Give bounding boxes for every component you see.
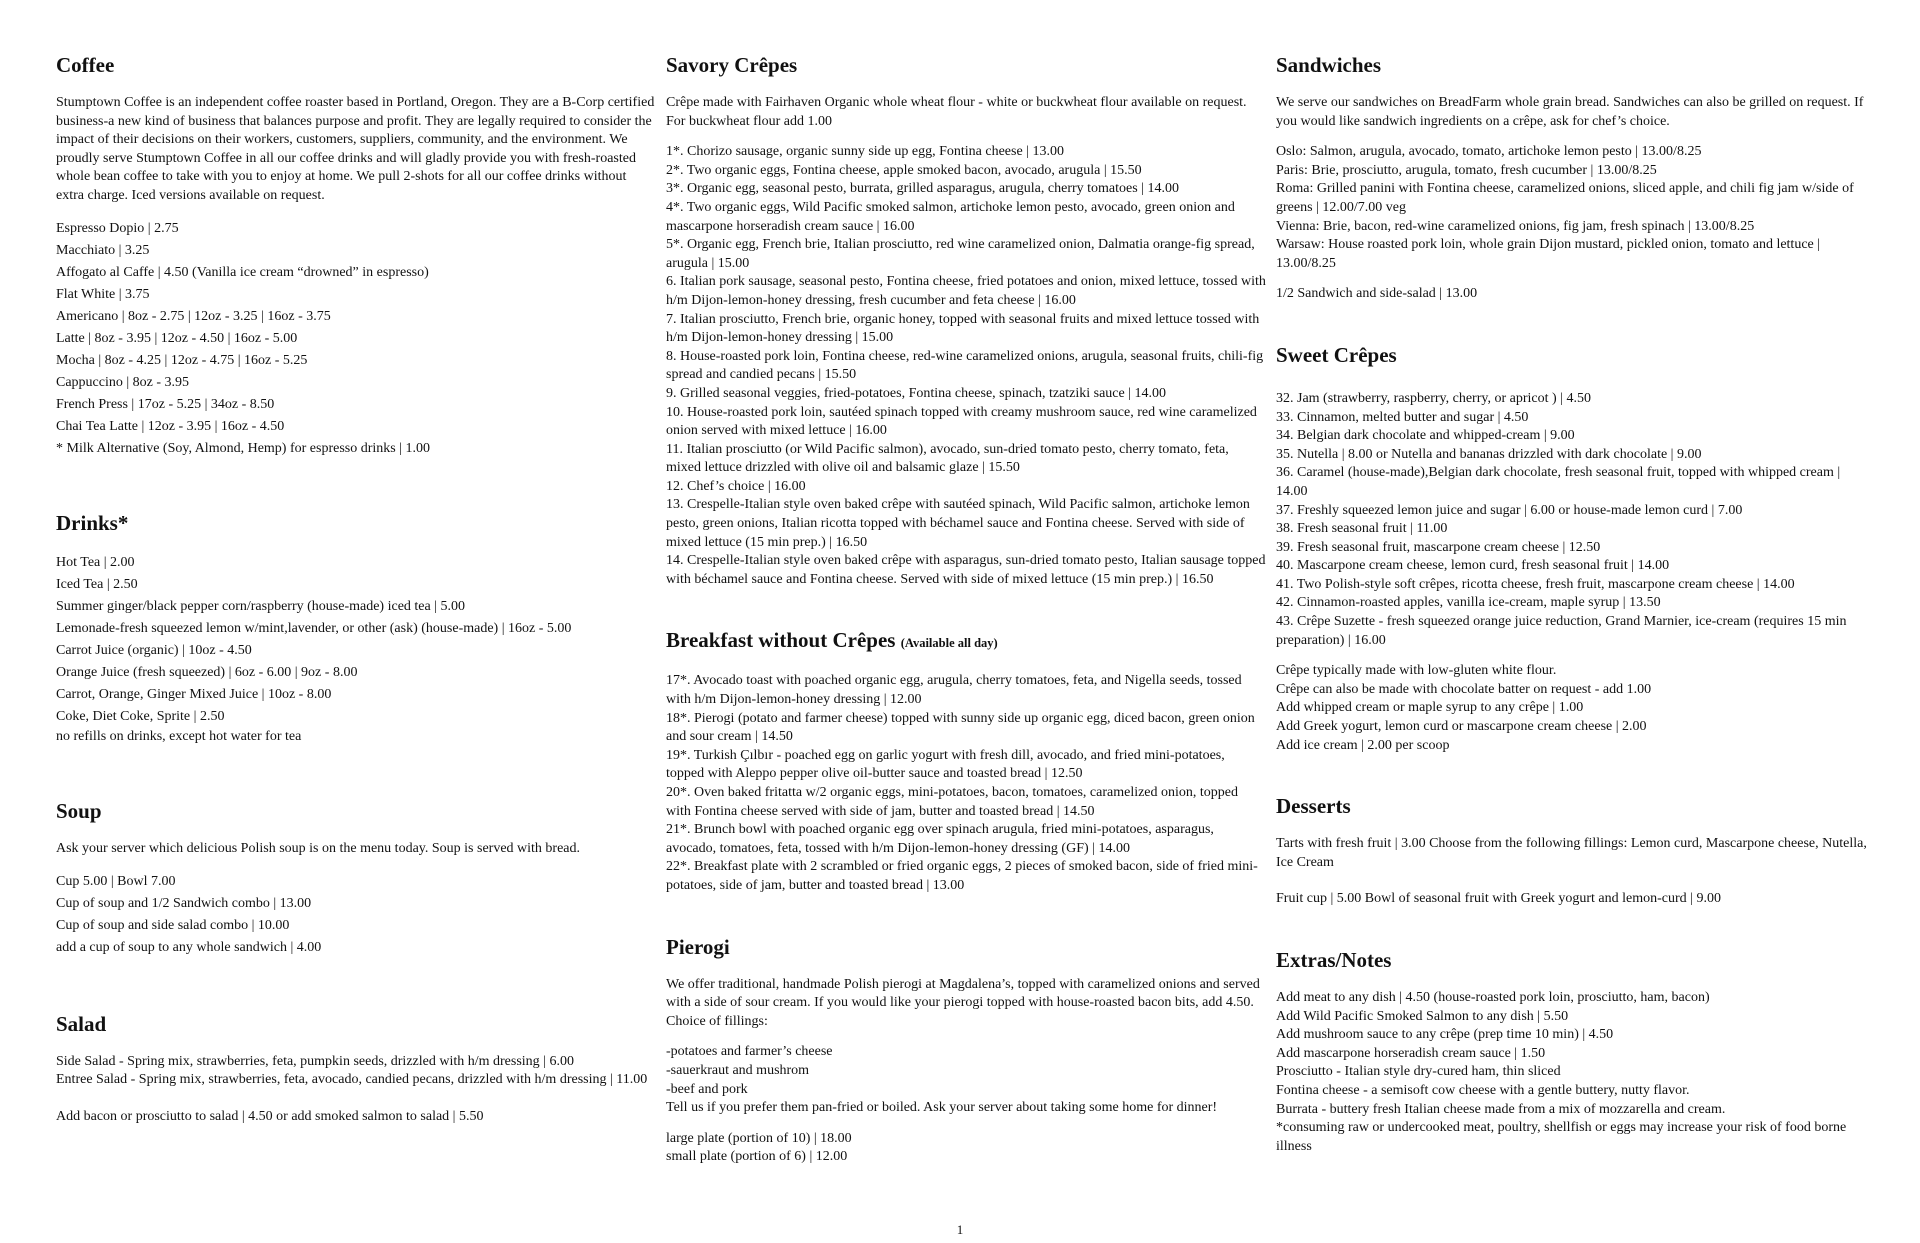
salad-heading: Salad [56, 1011, 107, 1036]
drinks-note: no refills on drinks, except hot water for tea [56, 728, 302, 744]
soup-item: Cup of soup and side salad combo | 10.00 [56, 917, 290, 933]
sandwiches-intro: We serve our sandwiches on BreadFarm whole grain bread. Sandwiches can also be grilled on request. If you would like sandwich ingredients on a crêpe, ask for chef’s choice. [1276, 95, 1864, 129]
desserts-tarts: Tarts with fresh fruit | 3.00 Choose from the following fillings: Lemon curd, Mascarpone cheese, Nutella, Ice Cream [1276, 836, 1867, 870]
breakfast-item: 18*. Pierogi (potato and farmer cheese) topped with sunny side up organic egg, diced bacon, green onion and sour cream | 14.50 [666, 710, 1255, 745]
extras-item: *consuming raw or undercooked meat, poultry, shellfish or eggs may increase your risk of food borne illness [1276, 1120, 1847, 1154]
extras-item: Add meat to any dish | 4.50 (house-roasted pork loin, prosciutto, ham, bacon) [1276, 990, 1710, 1005]
breakfast-subtitle: (Available all day) [900, 636, 998, 651]
sweet-crepe-item: 37. Freshly squeezed lemon juice and sugar | 6.00 or house-made lemon curd | 7.00 [1276, 502, 1743, 518]
extras-item: Fontina cheese - a semisoft cow cheese with a gentle buttery, nutty flavor. [1276, 1082, 1690, 1098]
breakfast-item: 19*. Turkish Çılbır - poached egg on garlic yogurt with fresh dill, avocado, and fried mini-potatoes, topped with Aleppo pepper olive oil-butter sauce and toasted bread | 12.50 [666, 747, 1225, 782]
extras-item: Add mushroom sauce to any crêpe (prep time 10 min) | 4.50 [1276, 1027, 1614, 1043]
savory-crepe-item: 1*. Chorizo sausage, organic sunny side up egg, Fontina cheese | 13.00 [666, 144, 1064, 160]
sweet-crepe-item: 38. Fresh seasonal fruit | 11.00 [1276, 521, 1448, 537]
coffee-item: Espresso Dopio | 2.75 [56, 220, 179, 236]
soup-list [56, 871, 656, 959]
savory-crepes-section [666, 52, 1266, 589]
savory-crepe-item: 4*. Two organic eggs, Wild Pacific smoked salmon, artichoke lemon pesto, avocado, green onion and mascarpone horseradish cream sauce | 16.00 [666, 199, 1235, 234]
sweet-crepes-list [1276, 390, 1872, 650]
breakfast-title: Breakfast without Crêpes [666, 628, 896, 653]
salad-list [56, 1053, 656, 1090]
drinks-item: Summer ginger/black pepper corn/raspberry (house-made) iced tea | 5.00 [56, 598, 466, 614]
coffee-item: Affogato al Caffe | 4.50 (Vanilla ice cream “drowned” in espresso) [56, 264, 429, 280]
breakfast-item: 20*. Oven baked fritatta w/2 organic eggs, mini-potatoes, bacon, tomatoes, caramelized onion, topped with Fontina cheese served with side of jam, butter and toasted bread | 14.50 [666, 785, 1239, 819]
soup-heading: Soup [56, 799, 102, 824]
sweet-crepe-note: Add Greek yogurt, lemon curd or mascarpone cream cheese | 2.00 [1276, 719, 1647, 735]
column-middle [666, 52, 1266, 1205]
breakfast-list [666, 672, 1266, 895]
drinks-item: Coke, Diet Coke, Sprite | 2.50 [56, 708, 225, 724]
coffee-item: Chai Tea Latte | 12oz - 3.95 | 16oz - 4.50 [56, 418, 285, 434]
breakfast-item: 17*. Avocado toast with poached organic egg, arugula, cherry tomatoes, feta, and Nigella seeds, tossed with h/m Dijon-lemon-honey dressing | 12.00 [666, 673, 1242, 708]
breakfast-item: 21*. Brunch bowl with poached organic egg over spinach arugula, fried mini-potatoes, asparagus, avocado, tomatoes, feta, tossed with h/m Dijon-lemon-honey dressing (GF) | 14.00 [666, 822, 1214, 856]
sandwich-item: Paris: Brie, prosciutto, arugula, tomato, fresh cucumber | 13.00/8.25 [1276, 162, 1657, 178]
coffee-item: Latte | 8oz - 3.95 | 12oz - 4.50 | 16oz - 5.00 [56, 330, 298, 346]
sweet-crepe-item: 39. Fresh seasonal fruit, mascarpone cream cheese | 12.50 [1276, 539, 1601, 555]
coffee-item: Mocha | 8oz - 4.25 | 12oz - 4.75 | 16oz - 5.25 [56, 352, 308, 368]
coffee-item: Macchiato | 3.25 [56, 242, 150, 258]
savory-crepe-item: 6. Italian pork sausage, seasonal pesto, Fontina cheese, fried potatoes and onion, mixed lettuce, tossed with h/m Dijon-lemon-honey dressing, fresh cucumber and feta cheese | 16.00 [666, 274, 1266, 308]
coffee-item: Cappuccino | 8oz - 3.95 [56, 374, 190, 390]
desserts-section [1276, 793, 1872, 909]
drinks-item: Carrot Juice (organic) | 10oz - 4.50 [56, 642, 252, 658]
savory-crepe-item: 10. House-roasted pork loin, sautéed spinach topped with creamy mushroom sauce, red wine caramelized onion served with mixed lettuce | 16.00 [666, 404, 1257, 439]
coffee-item: Americano | 8oz - 2.75 | 12oz - 3.25 | 16oz - 3.75 [56, 308, 331, 324]
sandwich-item: Vienna: Brie, bacon, red-wine caramelized onions, fig jam, fresh spinach | 13.00/8.25 [1276, 218, 1755, 234]
pierogi-note: Tell us if you prefer them pan-fried or boiled. Ask your server about taking some home for dinner! [666, 1100, 1218, 1116]
sweet-crepe-item: 33. Cinnamon, melted butter and sugar | 4.50 [1276, 409, 1529, 425]
pierogi-filling: -sauerkraut and mushrom [666, 1062, 810, 1078]
drinks-item: Iced Tea | 2.50 [56, 576, 138, 592]
breakfast-heading [666, 627, 1266, 656]
sandwiches-section [1276, 52, 1872, 304]
sandwich-item: Roma: Grilled panini with Fontina cheese, caramelized onions, sliced apple, and chili fig jam w/side of greens | 12.00/7.00 veg [1276, 181, 1854, 215]
desserts-heading: Desserts [1276, 794, 1351, 819]
savory-crepe-item: 11. Italian prosciutto (or Wild Pacific salmon), avocado, sun-dried tomato pesto, cherry tomato, feta, mixed lettuce drizzled with olive oil and balsamic glaze | 15.50 [666, 441, 1229, 476]
column-right [1276, 52, 1872, 1194]
extras-list [1276, 989, 1872, 1156]
coffee-item: * Milk Alternative (Soy, Almond, Hemp) for espresso drinks | 1.00 [56, 440, 431, 456]
savory-crepe-item: 3*. Organic egg, seasonal pesto, burrata, grilled asparagus, arugula, cherry tomatoes | 14.00 [666, 181, 1179, 197]
extras-section [1276, 947, 1872, 1156]
pierogi-sizes [666, 1130, 1266, 1167]
soup-item: add a cup of soup to any whole sandwich | 4.00 [56, 939, 322, 955]
sandwich-item: Warsaw: House roasted pork loin, whole grain Dijon mustard, pickled onion, tomato and lettuce | 13.00/8.25 [1276, 237, 1821, 271]
sweet-crepe-note: Crêpe typically made with low-gluten white flour. [1276, 663, 1557, 679]
extras-heading: Extras/Notes [1276, 948, 1392, 972]
sandwiches-heading: Sandwiches [1276, 53, 1382, 77]
drinks-list [56, 552, 656, 728]
sweet-crepe-item: 43. Crêpe Suzette - fresh squeezed orange juice reduction, Grand Marnier, ice-cream (requires 15 min preparation) | 16.00 [1276, 614, 1847, 648]
savory-crepe-item: 8. House-roasted pork loin, Fontina cheese, red-wine caramelized onions, arugula, seasonal fruits, chili-fig spread and candied pecans | 15.50 [666, 348, 1264, 383]
desserts-fruit-cup: Fruit cup | 5.00 Bowl of seasonal fruit with Greek yogurt and lemon-curd | 9.00 [1276, 891, 1721, 907]
savory-crepes-list [666, 143, 1266, 589]
half-sandwich-combo: 1/2 Sandwich and side-salad | 13.00 [1276, 286, 1478, 302]
savory-crepe-item: 5*. Organic egg, French brie, Italian prosciutto, red wine caramelized onion, Dalmatia orange-fig spread, arugula | 15.00 [666, 237, 1255, 271]
salad-section [56, 1011, 656, 1127]
pierogi-heading: Pierogi [666, 934, 730, 959]
salad-item: Side Salad - Spring mix, strawberries, feta, pumpkin seeds, drizzled with h/m dressing | 6.00 [56, 1053, 574, 1069]
sweet-crepe-note: Add whipped cream or maple syrup to any crêpe | 1.00 [1276, 700, 1584, 716]
drinks-item: Lemonade-fresh squeezed lemon w/mint,lavender, or other (ask) (house-made) | 16oz - 5.00 [56, 620, 572, 636]
savory-crepe-item: 12. Chef’s choice | 16.00 [666, 478, 806, 494]
breakfast-section [666, 627, 1266, 895]
extras-item: Add mascarpone horseradish cream sauce | 1.50 [1276, 1045, 1546, 1061]
sweet-crepe-item: 34. Belgian dark chocolate and whipped-cream | 9.00 [1276, 428, 1575, 444]
savory-crepe-item: 13. Crespelle-Italian style oven baked crêpe with sautéed spinach, Wild Pacific salmon, artichoke lemon pesto, green onions, Italian ricotta topped with béchamel sauce and Fontina cheese. Served with side of mixed lettuce (15 min prep.) | 16.50 [666, 497, 1250, 550]
drinks-section [56, 510, 656, 747]
coffee-section [56, 52, 656, 460]
sweet-crepe-item: 42. Cinnamon-roasted apples, vanilla ice-cream, maple syrup | 13.50 [1276, 595, 1661, 611]
sweet-crepe-item: 35. Nutella | 8.00 or Nutella and bananas drizzled with dark chocolate | 9.00 [1276, 446, 1702, 462]
drinks-item: Orange Juice (fresh squeezed) | 6oz - 6.00 | 9oz - 8.00 [56, 664, 358, 680]
sweet-crepe-item: 36. Caramel (house-made),Belgian dark chocolate, fresh seasonal fruit, topped with whipped cream | 14.00 [1276, 465, 1841, 499]
sweet-crepe-item: 41. Two Polish-style soft crêpes, ricotta cheese, fresh fruit, mascarpone cream cheese | 14.00 [1276, 576, 1795, 592]
savory-crepe-item: 14. Crespelle-Italian style oven baked crêpe with asparagus, sun-dried tomato pesto, Italian sausage topped with béchamel sauce and Fontina cheese. Served with side of mixed lettuce (15 min prep.) | 16.50 [666, 553, 1266, 587]
drinks-heading: Drinks* [56, 510, 129, 535]
sweet-crepe-item: 32. Jam (strawberry, raspberry, cherry, or apricot ) | 4.50 [1276, 390, 1591, 406]
savory-crepe-item: 7. Italian prosciutto, French brie, organic honey, topped with seasonal fruits and mixed lettuce tossed with h/m Dijon-lemon-honey dressing | 15.00 [666, 311, 1260, 346]
sandwich-item: Oslo: Salmon, arugula, avocado, tomato, artichoke lemon pesto | 13.00/8.25 [1276, 144, 1702, 160]
soup-section [56, 798, 656, 959]
pierogi-section [666, 934, 1266, 1167]
sweet-crepes-section [1276, 342, 1872, 755]
coffee-list [56, 218, 656, 460]
sweet-crepes-heading: Sweet Crêpes [1276, 342, 1397, 367]
sweet-crepe-item: 40. Mascarpone cream cheese, lemon curd, fresh seasonal fruit | 14.00 [1276, 558, 1670, 574]
soup-item: Cup of soup and 1/2 Sandwich combo | 13.00 [56, 895, 312, 911]
salad-item: Entree Salad - Spring mix, strawberries, feta, avocado, candied pecans, drizzled with h/m dressing | 11.00 [56, 1072, 648, 1088]
column-left [56, 52, 656, 1165]
coffee-heading: Coffee [56, 53, 115, 77]
coffee-item: Flat White | 3.75 [56, 286, 150, 302]
coffee-item: French Press | 17oz - 5.25 | 34oz - 8.50 [56, 396, 275, 412]
pierogi-size: large plate (portion of 10) | 18.00 [666, 1130, 852, 1146]
sweet-crepe-note: Add ice cream | 2.00 per scoop [1276, 737, 1450, 753]
sweet-crepes-notes [1276, 662, 1872, 755]
soup-intro: Ask your server which delicious Polish soup is on the menu today. Soup is served with bread. [56, 841, 581, 857]
sandwiches-list [1276, 143, 1872, 273]
extras-item: Prosciutto - Italian style dry-cured ham, thin sliced [1276, 1064, 1561, 1080]
coffee-intro: Stumptown Coffee is an independent coffee roaster based in Portland, Oregon. They are a B-Corp certified business-a new kind of business that balances purpose and profit. They are legally required to consider the impact of their decisions on their workers, customers, suppliers, community, and the environment. We proudly serve Stumptown Coffee in all our coffee drinks and will gladly provide you with fresh-roasted whole bean coffee to take with you to enjoy at home. We pull 2-shots for all our coffee drinks without extra charge. Iced versions available on request. [56, 95, 655, 203]
pierogi-fillings [666, 1043, 1266, 1099]
pierogi-filling: -beef and pork [666, 1081, 748, 1097]
drinks-item: Hot Tea | 2.00 [56, 554, 135, 570]
savory-crepe-item: 9. Grilled seasonal veggies, fried-potatoes, Fontina cheese, spinach, tzatziki sauce | 14.00 [666, 385, 1167, 401]
soup-item: Cup 5.00 | Bowl 7.00 [56, 873, 176, 889]
extras-item: Add Wild Pacific Smoked Salmon to any dish | 5.50 [1276, 1008, 1569, 1024]
extras-item: Burrata - buttery fresh Italian cheese made from a mix of mozzarella and cream. [1276, 1101, 1726, 1117]
page-number: 1 [956, 1222, 964, 1237]
drinks-item: Carrot, Orange, Ginger Mixed Juice | 10oz - 8.00 [56, 686, 332, 702]
savory-crepe-item: 2*. Two organic eggs, Fontina cheese, apple smoked bacon, avocado, arugula | 15.50 [666, 162, 1142, 178]
pierogi-intro: We offer traditional, handmade Polish pierogi at Magdalena’s, topped with caramelized onions and served with a side of sour cream. If you would like your pierogi topped with house-roasted bacon bits, add 4.50. Choice of fillings: [666, 976, 1260, 1029]
breakfast-item: 22*. Breakfast plate with 2 scrambled or fried organic eggs, 2 pieces of smoked bacon, side of fried mini-potatoes, side of jam, butter and toasted bread | 13.00 [666, 859, 1258, 893]
sweet-crepe-note: Crêpe can also be made with chocolate batter on request - add 1.00 [1276, 681, 1652, 697]
savory-crepes-intro: Crêpe made with Fairhaven Organic whole wheat flour - white or buckwheat flour available on request. For buckwheat flour add 1.00 [666, 95, 1247, 129]
savory-crepes-heading: Savory Crêpes [666, 53, 798, 77]
pierogi-size: small plate (portion of 6) | 12.00 [666, 1149, 848, 1165]
pierogi-filling: -potatoes and farmer’s cheese [666, 1044, 833, 1060]
salad-addon: Add bacon or prosciutto to salad | 4.50 or add smoked salmon to salad | 5.50 [56, 1108, 484, 1124]
